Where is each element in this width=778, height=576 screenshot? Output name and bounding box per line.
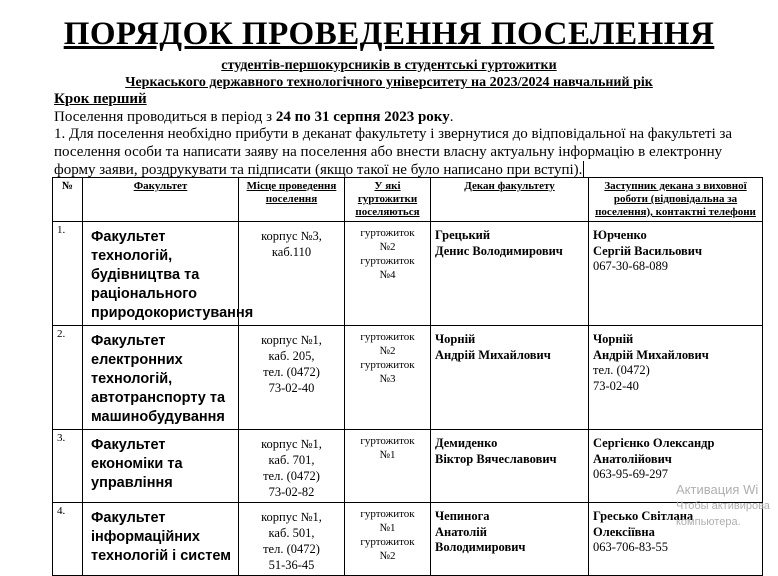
faculty-name: Факультет економіки та управління bbox=[83, 430, 239, 503]
row-number: 1. bbox=[53, 222, 83, 326]
header-number: № bbox=[53, 178, 83, 222]
dorm-line: №2 bbox=[379, 241, 396, 253]
place-line: корпус №1, bbox=[261, 437, 322, 451]
dorm-line: гуртожиток bbox=[360, 255, 415, 267]
dorms-cell bbox=[345, 503, 431, 576]
row-number: 3. bbox=[53, 430, 83, 503]
place-cell bbox=[239, 503, 345, 576]
place-line: корпус №1, bbox=[261, 510, 322, 524]
dorm-line: гуртожиток bbox=[360, 331, 415, 343]
dorm-line: гуртожиток bbox=[360, 359, 415, 371]
dean-name-line: Грецький bbox=[435, 228, 491, 242]
place-line: тел. (0472) bbox=[263, 365, 320, 379]
dorm-line: №4 bbox=[379, 269, 396, 281]
watermark-line: Активация Wi bbox=[676, 482, 759, 497]
deputy-name-line: Сергій Васильович bbox=[593, 243, 703, 258]
row-number: 4. bbox=[53, 503, 83, 576]
dorms-cell bbox=[345, 430, 431, 503]
dean-name-line: Віктор Вячеславович bbox=[435, 451, 557, 466]
paragraph-dates bbox=[54, 108, 744, 126]
place-line: корпус №3, bbox=[261, 229, 322, 243]
header-dean: Декан факультету bbox=[431, 178, 589, 222]
table-row bbox=[53, 503, 763, 576]
place-cell bbox=[239, 222, 345, 326]
dorm-line: №1 bbox=[379, 522, 396, 534]
dean-name-line: Чепинога bbox=[435, 509, 490, 523]
windows-activation-watermark bbox=[676, 482, 770, 530]
document-subtitle-university: Черкаського державного технологічного університету на 2023/2024 навчальний рік bbox=[125, 75, 653, 90]
header-dorms: У які гуртожитки поселяються bbox=[345, 178, 431, 222]
deputy-name-line: Олексіївна bbox=[593, 524, 655, 539]
place-line: каб.110 bbox=[271, 245, 312, 259]
table-row bbox=[53, 326, 763, 430]
dean-cell bbox=[431, 503, 589, 576]
deputy-name-line: Анатолійович bbox=[593, 451, 672, 466]
place-line: каб. 501, bbox=[268, 526, 315, 540]
place-line: 73-02-82 bbox=[268, 485, 315, 499]
deputy-cell bbox=[589, 222, 763, 326]
deputy-name-line: Чорній bbox=[593, 332, 634, 346]
header-faculty: Факультет bbox=[83, 178, 239, 222]
dean-name-line: Анатолій bbox=[435, 524, 487, 539]
paragraph-dates-bold: 24 по 31 серпня 2023 року bbox=[275, 109, 450, 125]
deputy-name-line: Сергієнко Олександр bbox=[593, 436, 715, 450]
dorm-line: гуртожиток bbox=[360, 508, 415, 520]
dean-cell bbox=[431, 430, 589, 503]
dean-name-line: Володимирович bbox=[435, 540, 526, 554]
dean-name-line: Денис Володимирович bbox=[435, 243, 563, 258]
watermark-line: Чтобы активирова bbox=[676, 500, 770, 512]
deputy-phone: 73-02-40 bbox=[593, 378, 639, 393]
deputy-phone: 067-30-68-089 bbox=[593, 259, 668, 273]
dorm-line: гуртожиток bbox=[360, 227, 415, 239]
dean-cell bbox=[431, 326, 589, 430]
place-line: каб. 205, bbox=[268, 349, 315, 363]
deputy-phone: 063-95-69-297 bbox=[593, 467, 668, 481]
paragraph-instructions-text: 1. Для поселення необхідно прибути в деканат факультету і звернутися до відповідальної на факультеті за поселення особи та написати заяву на поселення або внести власну актуальну інформацію в електронну форму заяви, роздрукувати та підписати (якщо такої не було написано при вступі). bbox=[54, 126, 733, 178]
faculty-name: Факультет технологій, будівництва та раціонального природокористування bbox=[83, 222, 239, 326]
dorm-line: №3 bbox=[379, 373, 396, 385]
dorm-line: гуртожиток bbox=[360, 435, 415, 447]
settlement-table bbox=[52, 177, 763, 576]
dean-cell bbox=[431, 222, 589, 326]
place-line: тел. (0472) bbox=[263, 542, 320, 556]
deputy-phone: 063-706-83-55 bbox=[593, 540, 668, 554]
deputy-name-line: Юрченко bbox=[593, 228, 647, 242]
watermark-line: компьютера. bbox=[676, 516, 741, 528]
place-cell bbox=[239, 326, 345, 430]
place-cell bbox=[239, 430, 345, 503]
header-place: Місце проведення поселення bbox=[239, 178, 345, 222]
text-cursor bbox=[583, 161, 584, 177]
paragraph-dates-end: . bbox=[449, 109, 454, 125]
paragraph-instructions bbox=[54, 125, 744, 179]
paragraph-dates-text: Поселення проводиться в період з bbox=[54, 109, 276, 125]
document-subtitle: студентів-першокурсників в студентські гуртожитки bbox=[221, 58, 557, 73]
table-row bbox=[53, 222, 763, 326]
dorm-line: №2 bbox=[379, 345, 396, 357]
deputy-name-line: Гресько Світлана bbox=[593, 509, 694, 523]
deputy-name-line: Андрій Михайлович bbox=[593, 347, 709, 362]
faculty-name: Факультет електронних технологій, автотранспорту та машинобудування bbox=[83, 326, 239, 430]
place-line: корпус №1, bbox=[261, 333, 322, 347]
document-title: ПОРЯДОК ПРОВЕДЕННЯ ПОСЕЛЕННЯ bbox=[63, 16, 715, 52]
place-line: 73-02-40 bbox=[268, 381, 315, 395]
place-line: тел. (0472) bbox=[263, 469, 320, 483]
dean-name-line: Андрій Михайлович bbox=[435, 347, 551, 362]
header-deputy: Заступник декана з виховної роботи (відповідальна за поселення), контактні телефони bbox=[589, 178, 763, 222]
place-line: 51-36-45 bbox=[268, 558, 315, 572]
dean-name-line: Демиденко bbox=[435, 436, 498, 450]
dorm-line: №2 bbox=[379, 550, 396, 562]
dorms-cell bbox=[345, 222, 431, 326]
step-heading: Крок перший bbox=[54, 91, 147, 107]
deputy-cell bbox=[589, 326, 763, 430]
faculty-name: Факультет інформаційних технологій і систем bbox=[83, 503, 239, 576]
deputy-phone: тел. (0472) bbox=[593, 363, 650, 377]
table-row bbox=[53, 430, 763, 503]
dorms-cell bbox=[345, 326, 431, 430]
row-number: 2. bbox=[53, 326, 83, 430]
dean-name-line: Чорній bbox=[435, 332, 476, 346]
place-line: каб. 701, bbox=[268, 453, 315, 467]
dorm-line: гуртожиток bbox=[360, 536, 415, 548]
table-header-row bbox=[53, 178, 763, 222]
dorm-line: №1 bbox=[379, 449, 396, 461]
